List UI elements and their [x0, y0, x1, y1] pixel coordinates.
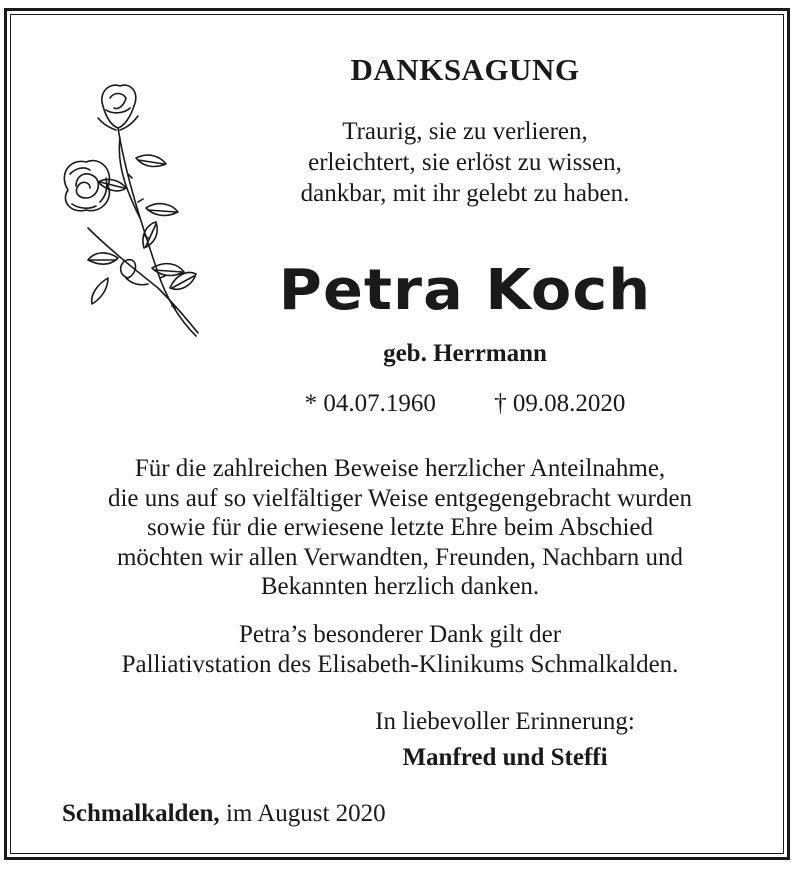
special-thanks-line: Palliativstation des Elisabeth-Klinikums Schmalkalden. — [121, 650, 679, 678]
life-dates — [230, 390, 700, 418]
date-line: im August 2020 — [225, 800, 386, 827]
thanks-paragraph — [20, 454, 780, 602]
thanks-line: Bekannten herzlich danken. — [260, 573, 540, 600]
death-date: † 09.08.2020 — [494, 390, 626, 417]
heading: DANKSAGUNG — [350, 52, 580, 87]
thanks-line: Für die zahlreichen Beweise herzlicher Anteilnahme, — [134, 455, 666, 482]
thanks-line: möchten wir allen Verwandten, Freunden, Nachbarn und — [116, 543, 684, 571]
thanks-line: sowie für die erwiesene letzte Ehre beim Abschied — [146, 514, 654, 541]
special-thanks-paragraph — [20, 620, 780, 679]
place-and-date — [62, 800, 386, 828]
rose-illustration — [48, 78, 208, 343]
thanks-line: die uns auf so vielfältiger Weise entgegengebracht wurden — [107, 484, 693, 512]
poem-line: Traurig, sie zu verlieren, — [342, 118, 588, 145]
poem-line: dankbar, mit ihr gelebt zu haben. — [300, 180, 630, 207]
birth-name: geb. Herrmann — [383, 340, 547, 367]
place-name: Schmalkalden, — [62, 800, 220, 827]
memory-line: In liebevoller Erinnerung: — [375, 708, 635, 735]
deceased-name: Petra Koch — [278, 258, 652, 323]
poem — [250, 116, 680, 209]
birth-date: * 04.07.1960 — [304, 390, 436, 417]
signers: Manfred und Steffi — [402, 744, 608, 771]
special-thanks-line: Petra’s besonderer Dank gilt der — [238, 621, 562, 648]
poem-line: erleichtert, sie erlöst zu wissen, — [308, 149, 622, 176]
